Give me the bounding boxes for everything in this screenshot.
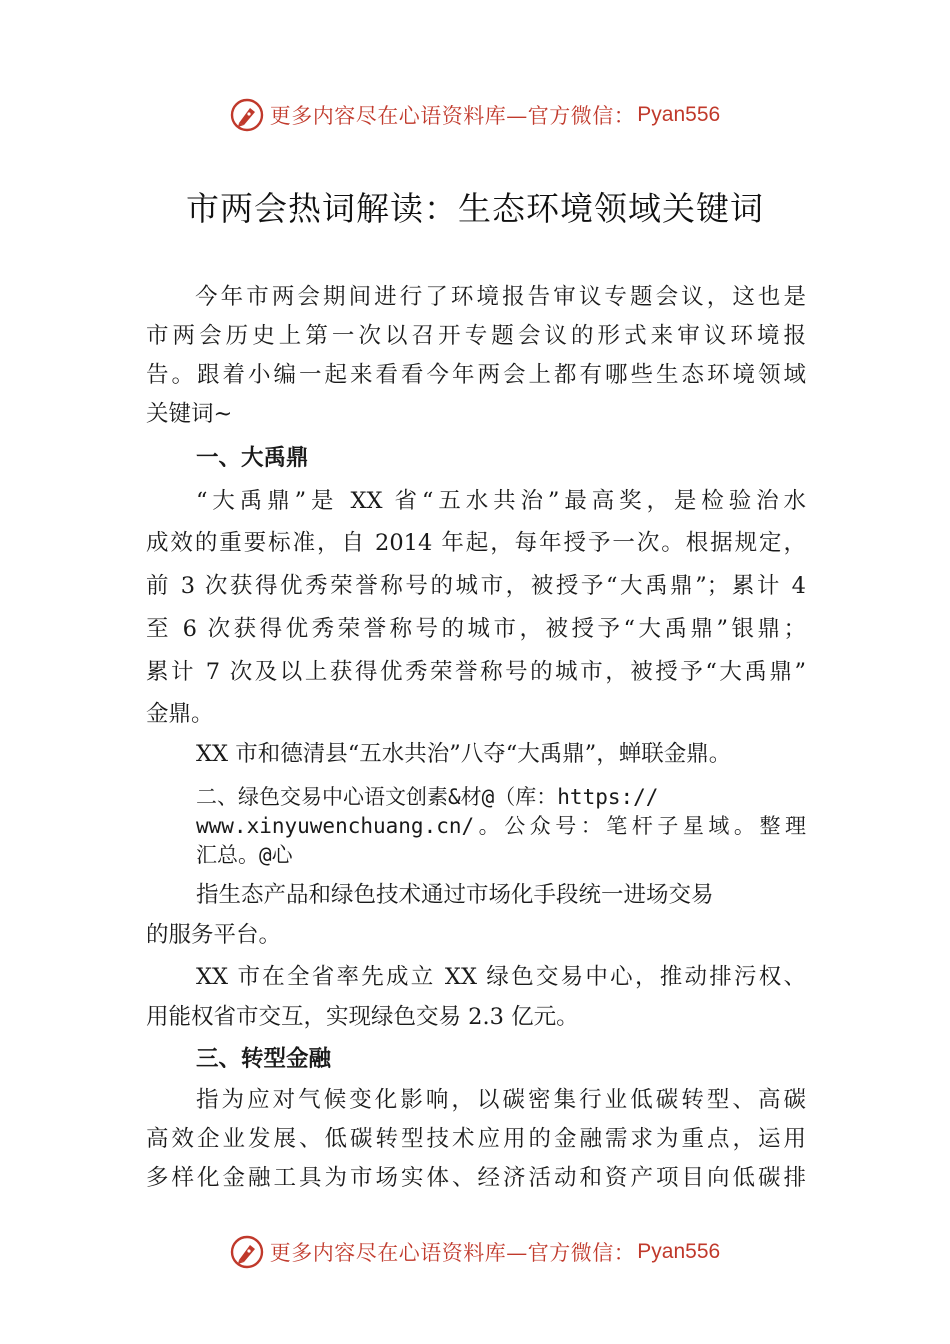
intro-line: 市两会历史上第一次以召开专题会议的形式来审议环境报 [146,323,806,349]
section1-para-line: “大禹鼎”是 XX 省“五水共治”最高奖，是检验治水 [196,488,806,514]
section3-para-line: 多样化金融工具为市场实体、经济活动和资产项目向低碳排 [146,1165,806,1191]
banner-text: 更多内容尽在心语资料库—官方微信： [269,1241,636,1265]
section-heading-2: 二、绿色交易中心语文创素&材@（库：https:// [196,785,659,809]
section1-para-line: 前 3 次获得优秀荣誉称号的城市，被授予“大禹鼎”；累计 4 [146,573,806,599]
section-heading-1: 一、大禹鼎 [196,445,309,471]
intro-line: 告。跟着小编一起来看看今年两会上都有哪些生态环境领域 [146,362,806,388]
wechat-id: Pyan556 [637,1240,721,1263]
section3-para-line: 指为应对气候变化影响，以碳密集行业低碳转型、高碳 [196,1087,806,1113]
section1-para-line: 成效的重要标准，自 2014 年起，每年授予一次。根据规定， [146,530,806,556]
section-heading-3: 三、转型金融 [196,1046,332,1072]
footer-banner [0,1232,950,1272]
pen-nib-logo-icon [230,98,264,132]
section2-heading-line: 汇总。@心 [196,843,293,867]
section3-para-line: 高效企业发展、低碳转型技术应用的金融需求为重点，运用 [146,1126,806,1152]
section1-para-line: 至 6 次获得优秀荣誉称号的城市，被授予“大禹鼎”银鼎； [146,616,806,642]
section2-heading-line: www.xinyuwenchuang.cn/。公众号：笔杆子星域。整理 [196,814,806,838]
section1-para-line: 金鼎。 [146,701,214,727]
section2-para-line: 的服务平台。 [146,922,282,948]
section2-para-line: 指生态产品和绿色技术通过市场化手段统一进场交易 [196,882,714,908]
section2-para-line: XX 市在全省率先成立 XX 绿色交易中心，推动排污权、 [196,964,806,990]
section2-para-line: 用能权省市交互，实现绿色交易 2.3 亿元。 [146,1004,579,1030]
wechat-id: Pyan556 [637,103,721,126]
page-title: 市两会热词解读：生态环境领域关键词 [186,189,764,228]
pen-nib-logo-icon [230,1235,264,1269]
section1-para2: XX 市和德清县“五水共治”八夺“大禹鼎”，蝉联金鼎。 [196,741,732,767]
banner-text: 更多内容尽在心语资料库—官方微信： [269,104,636,128]
intro-line: 关键词~ [146,401,233,427]
intro-line: 今年市两会期间进行了环境报告审议专题会议，这也是 [192,284,806,310]
header-banner [0,95,950,135]
section1-para-line: 累计 7 次及以上获得优秀荣誉称号的城市，被授予“大禹鼎” [146,659,806,685]
